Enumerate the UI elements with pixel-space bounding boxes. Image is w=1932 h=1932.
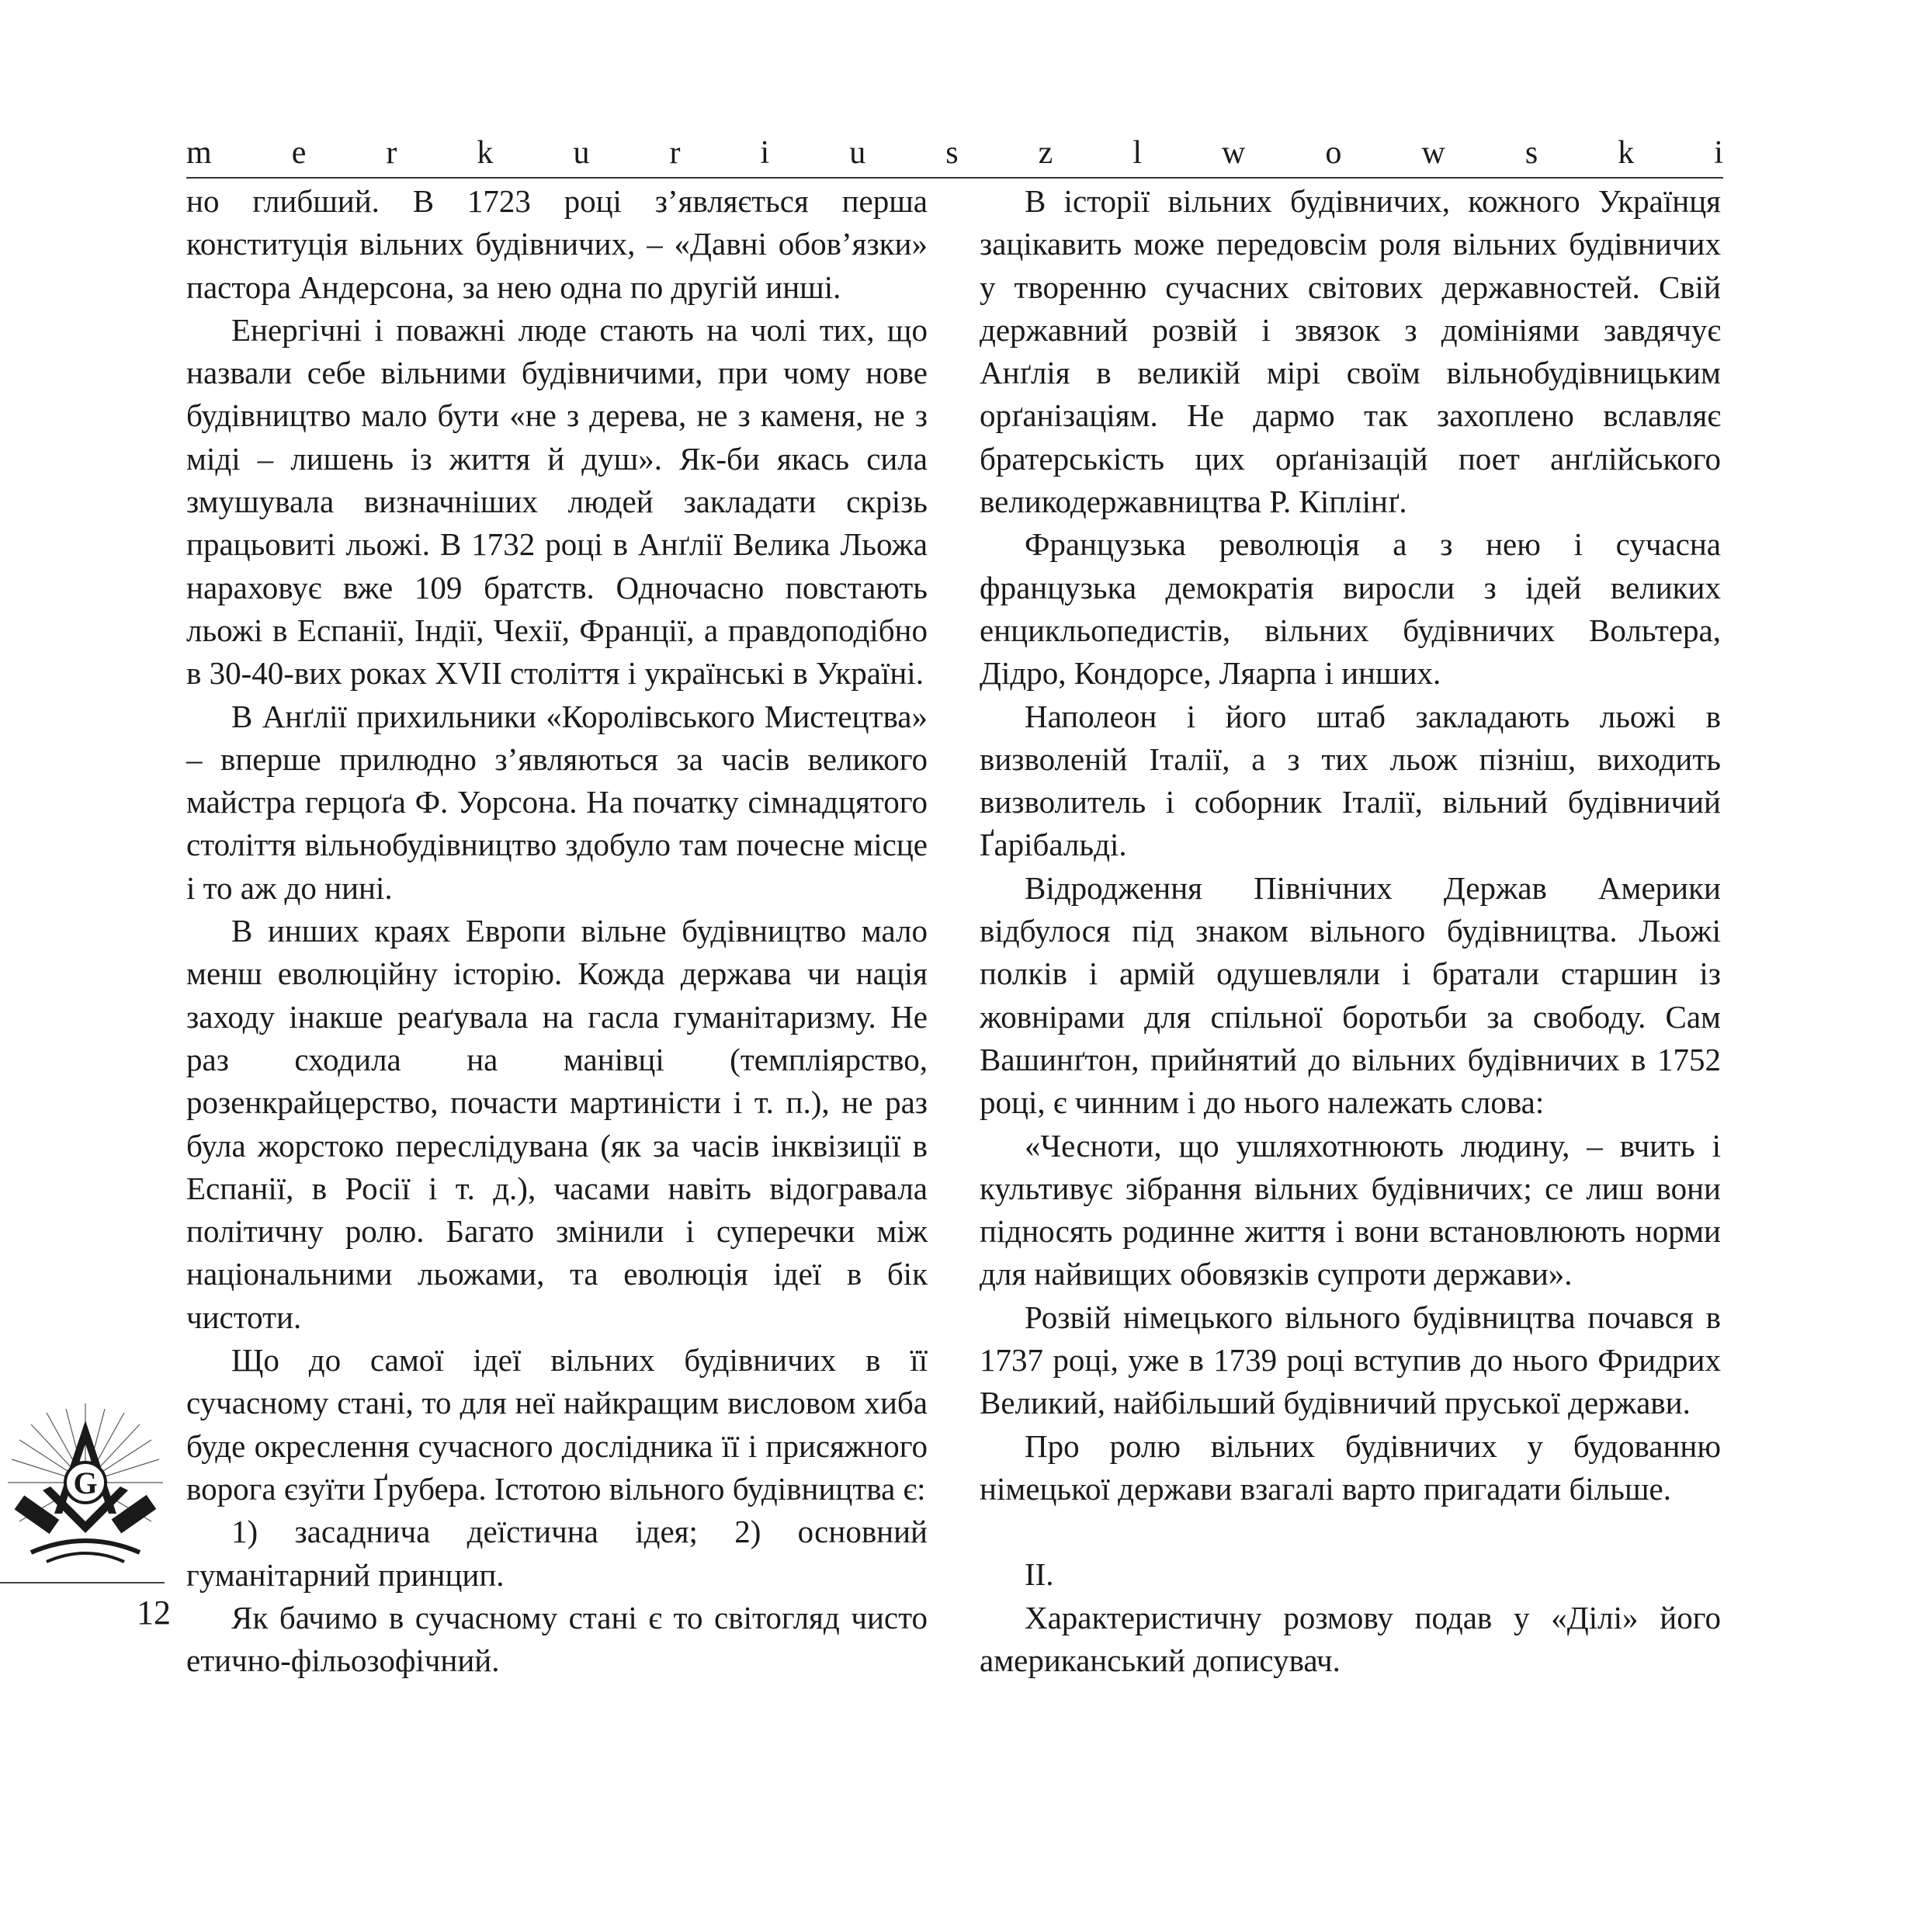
paragraph: Як бачимо в сучасному стані є то світогляд чисто етично-фільозофічний. — [186, 1599, 928, 1679]
running-head-letter: o — [1325, 135, 1342, 171]
running-head — [186, 134, 1723, 172]
right-column — [980, 180, 1721, 1682]
running-head-letter: k — [477, 135, 494, 171]
paragraph: но глибший. В 1723 році з’являється перша конституція вільних будівничих, – «Давні обов’язки» пастора Андерсона, за нею одна по другій инші. — [186, 183, 928, 305]
paragraph: Характеристичну розмову подав у «Ділі» його американський дописувач. — [980, 1599, 1721, 1678]
running-head-letter: u — [573, 135, 590, 171]
running-head-letter: i — [760, 135, 770, 171]
paragraph: В історії вільних будівничих, кожного Українця зацікавить може передовсім роля вільних будівничих у творенню сучасних світових державностей. Свій державний розвій і звязок з домініями завдячує Анґлія в великій мірі своїм вільнобудівницьким орґанізаціям. Не дармо так захоплено вславляє братерськість цих орґанізацій поет анґлійського великодержавництва Р. Кіплінґ. — [980, 183, 1721, 520]
quotation: «Чесноти, що ушляхотнюють людину, – вчить і культивує зібрання вільних будівничих; се лиш вони підносять родинне життя і вони встановлюють норми для найвищих обовязків супроти держави». — [980, 1127, 1721, 1292]
masonic-emblem-icon — [0, 1397, 171, 1568]
running-head-letter: e — [291, 135, 307, 171]
running-head-letter: z — [1038, 135, 1053, 171]
running-head-letter: k — [1618, 135, 1635, 171]
running-head-letter: r — [669, 135, 681, 171]
paragraph: Про ролю вільних будівничих у будованню німецької держави взагалі варто пригадати більше. — [980, 1427, 1721, 1507]
paragraph: В Анґлії прихильники «Королівського Мистецтва» – вперше прилюдно з’являються за часів великого майстра герцоґа Ф. Уорсона. На початку сімнадцятого століття вільнобудівництво здобуло там почесне місце і то аж до нині. — [186, 698, 928, 906]
paragraph: Наполеон і його штаб закладають льожі в визволеній Італії, а з тих льож пізніш, виходить визволитель і соборник Італії, вільний будівничий Ґарібальді. — [980, 698, 1721, 863]
paragraph: Що до самої ідеї вільних будівничих в її сучасному стані, то для неї найкращим висловом хиба буде окреслення сучасного дослідника її і присяжного ворога єзуїти Ґрубера. Істотою вільного будівництва є: — [186, 1342, 928, 1507]
running-head-letter: i — [1714, 135, 1723, 171]
paragraph: Енергічні і поважні люде стають на чолі тих, що назвали себе вільними будівничими, при чому нове будівництво мало бути «не з дерева, не з каменя, не з міді – лишень із життя й душ». Як-би якась сила змушувала визначніших людей закладати скрізь працьовиті льожі. В 1732 році в Анґлії Велика Льожа нараховує вже 109 братств. Одночасно повстають льожі в Еспанії, Індії, Чехії, Франції, а правдоподібно в 30-40-вих роках XVII століття і українські в Україні. — [186, 311, 928, 692]
footer-rule — [0, 1582, 165, 1583]
running-head-letter: l — [1132, 135, 1142, 171]
left-column — [186, 180, 928, 1682]
running-head-letter: w — [1222, 135, 1246, 171]
page-number: 12 — [137, 1594, 171, 1632]
header-rule — [186, 177, 1723, 179]
running-head-letter: r — [386, 135, 397, 171]
running-head-letter: w — [1421, 135, 1445, 171]
paragraph: Відродження Північних Держав Америки відбулося під знаком вільного будівництва. Льожі полків і армій одушевляли і братали старшин із жовнірами для спільної боротьби за свободу. Сам Вашинґтон, прийнятий до вільних будівничих в 1752 році, є чинним і до нього належать слова: — [980, 869, 1721, 1121]
section-number: II. — [1025, 1556, 1054, 1593]
running-head-letter: s — [945, 135, 959, 171]
paragraph: Розвій німецького вільного будівництва почався в 1737 році, уже в 1739 році вступив до нього Фридрих Великий, найбільший будівничий пруської держави. — [980, 1299, 1721, 1421]
running-head-letter: u — [849, 135, 866, 171]
emblem-letter: G — [73, 1465, 98, 1500]
running-head-letter: s — [1524, 135, 1538, 171]
paragraph: 1) засаднича деїстична ідея; 2) основний гуманітарний принцип. — [186, 1514, 928, 1593]
paragraph: В инших краях Европи вільне будівництво мало менш еволюційну історію. Кожда держава чи нація заходу інакше реаґувала на гасла гуманітаризму. Не раз сходила на манівці (темпліярство, розенкрайцерство, почасти мартиністи і т. п.), не раз була жорстоко переслідувана (як за часів інквізиції в Еспанії, в Росії і т. д.), часами навіть відогравала політичну ролю. Багато змінили і суперечки між національними льожами, та еволюція ідеї в бік чистоти. — [186, 913, 928, 1335]
paragraph: Французька революція а з нею і сучасна французька демократія виросли з ідей великих енцикльопедистів, вільних будівничих Вольтера, Дідро, Кондорсе, Ляарпа і инших. — [980, 526, 1721, 692]
running-head-letter: m — [186, 135, 212, 171]
